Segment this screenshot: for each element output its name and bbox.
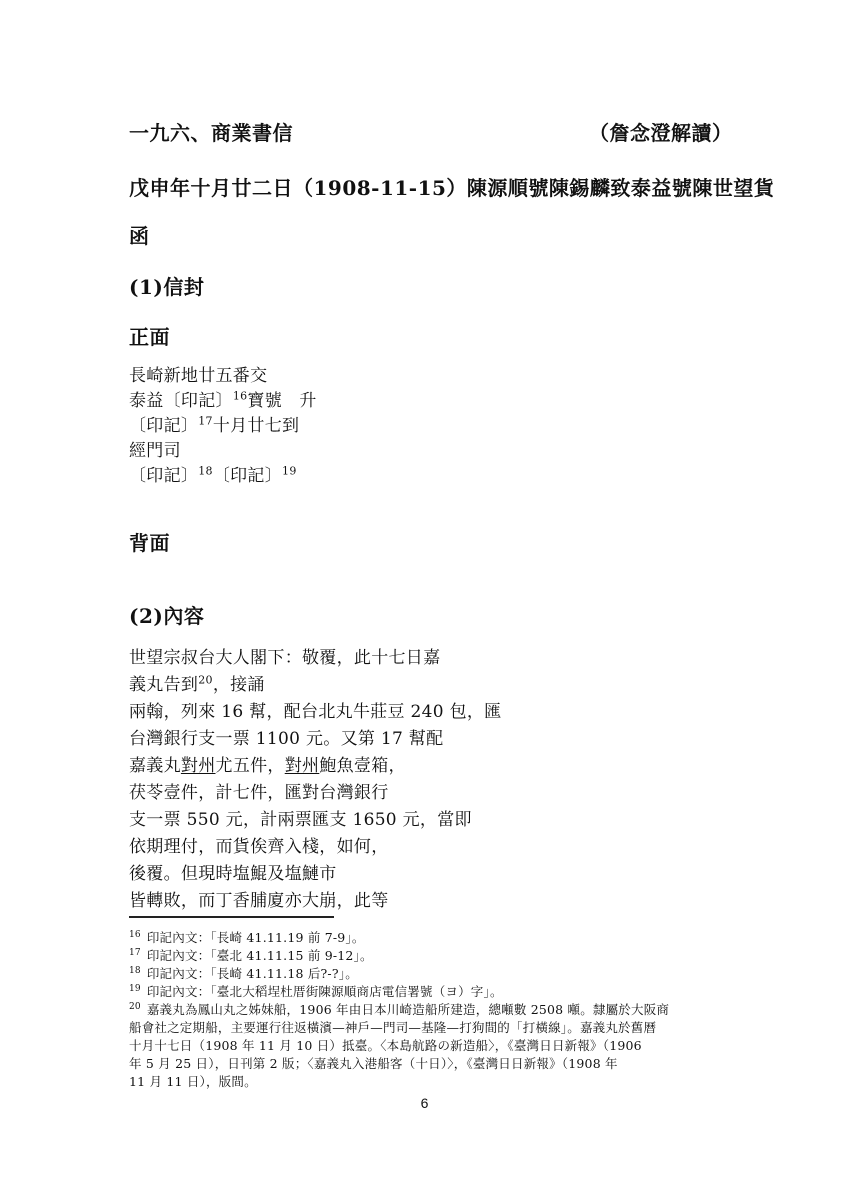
content-line: 義丸告到$^{20}$，接誦 [129, 673, 265, 695]
content-line: 皆轉敗，而丁香脯廈亦大崩，此等 [129, 891, 389, 911]
letter-title-line1: 戊申年十月廿二日（1908-11-15）陳源順號陳錫麟致泰益號陳世望貨 [129, 176, 775, 200]
footnote-18: $^{18}$ 印記內文：「長崎 41.11.18 后?-?」。 [129, 965, 358, 981]
footnote-19: $^{19}$ 印記內文：「臺北大稻埕杜厝街陳源順商店電信署號（ヨ）字」。 [129, 983, 503, 999]
footnote-20-cont: 11 月 11 日），版間。 [129, 1074, 257, 1089]
content-heading: (2)內容 [129, 604, 205, 628]
envelope-heading: (1)信封 [129, 275, 205, 299]
footnote-ref[interactable]: 20 [198, 673, 213, 687]
envelope-front-heading: 正面 [129, 325, 170, 349]
content-line: 後覆。但現時塩鯤及塩鰱市 [129, 864, 337, 884]
section-title: 一九六、商業書信 [129, 121, 293, 145]
footnote-20: $^{20}$ 嘉義丸為鳳山丸之姊妹船，1906 年由日本川崎造船所建造，總噸數 2508 噸。隸屬於大阪商 [129, 1001, 670, 1017]
footnote-separator [129, 916, 334, 918]
envelope-back-heading: 背面 [129, 531, 170, 555]
underlined-place-name: 對州 [180, 756, 216, 776]
underlined-place-name: 對州 [284, 756, 320, 776]
envelope-front-line: 〔印記〕$^{17}$十月廿七到 [129, 414, 300, 436]
envelope-front-line: 〔印記〕$^{18}$〔印記〕$^{19}$ [129, 464, 297, 486]
envelope-front-line: 經門司 [129, 441, 181, 461]
content-line: 兩翰，列來 16 幫，配台北丸牛莊豆 240 包，匯 [129, 702, 502, 722]
translator-credit: （詹念澄解讀） [589, 121, 733, 145]
footnote-ref[interactable]: 16 [232, 389, 248, 403]
footnote-20-cont: 年 5 月 25 日），日刊第 2 版；〈嘉義丸入港船客（十日）〉，《臺灣日日新報》（1908 年 [129, 1056, 618, 1071]
footnote-20-cont: 船會社之定期船，主要運行往返橫濱—神戶—門司—基隆—打狗間的「打橫線」。嘉義丸於舊曆 [129, 1020, 657, 1035]
content-line: 依期理付，而貨俟齊入棧，如何， [129, 837, 389, 857]
envelope-front-line: 長崎新地廿五番交 [129, 366, 268, 386]
page-number: 6 [420, 1095, 429, 1111]
footnote-16: $^{16}$ 印記內文：「長崎 41.11.19 前 7-9」。 [129, 929, 365, 945]
footnote-20-cont: 十月十七日（1908 年 11 月 10 日）抵臺。〈本島航路の新造船〉，《臺灣日日新報》（1906 [129, 1038, 642, 1053]
envelope-front-line: 泰益〔印記〕$^{16}$寶號 升 [129, 389, 317, 411]
content-line: 台灣銀行支一票 1100 元。又第 17 幫配 [129, 729, 444, 749]
content-line: 世望宗叔台大人閣下：敬覆，此十七日嘉 [129, 648, 441, 668]
content-line: 支一票 550 元，計兩票匯支 1650 元，當即 [129, 810, 472, 830]
content-line: 嘉義丸對州尤五件，對州鮑魚壹箱， [129, 756, 406, 776]
footnote-ref[interactable]: 17 [198, 414, 213, 428]
footnote-ref[interactable]: 18 [198, 464, 213, 478]
letter-title-line2: 函 [129, 224, 150, 248]
footnote-ref[interactable]: 19 [282, 464, 297, 478]
footnote-17: $^{17}$ 印記內文：「臺北 41.11.15 前 9-12」。 [129, 947, 373, 963]
content-line: 茯苓壹件，計七件，匯對台灣銀行 [129, 783, 389, 803]
